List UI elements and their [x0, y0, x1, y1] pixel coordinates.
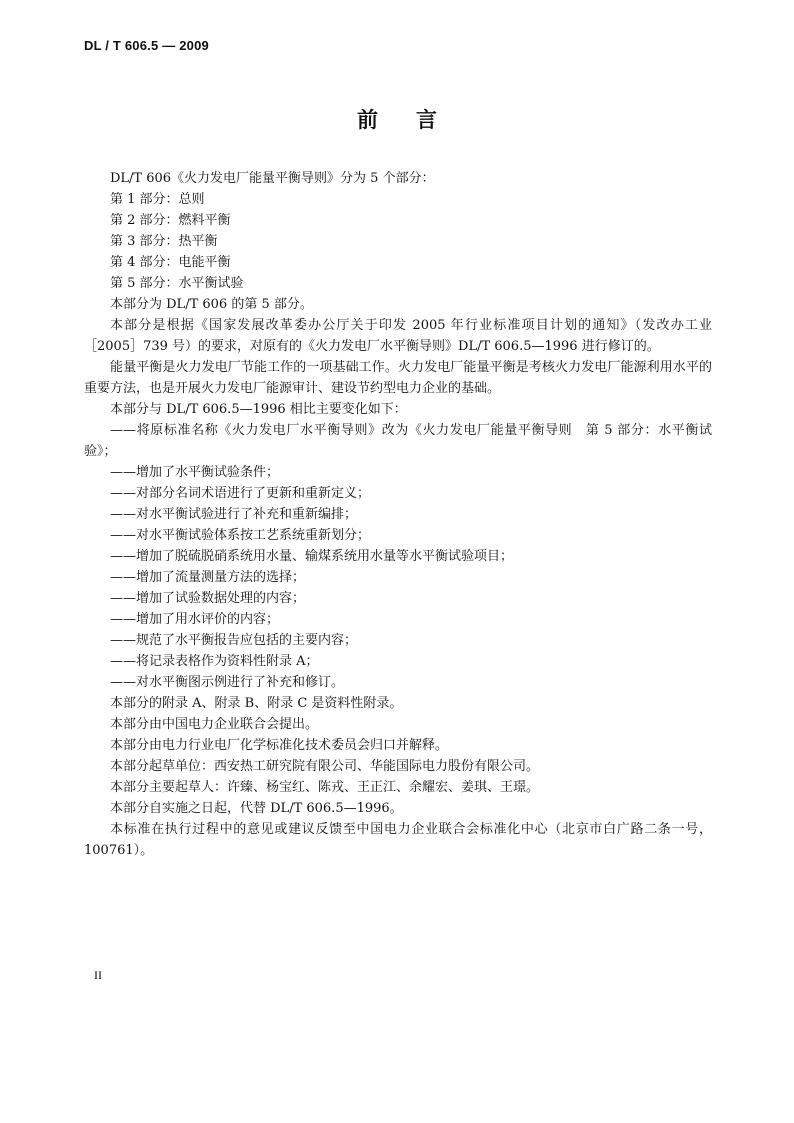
paragraph-part-4: 第 4 部分：电能平衡 [110, 255, 231, 270]
change-item: ——对水平衡试验体系按工艺系统重新划分； [110, 528, 371, 543]
paragraph-part-5: 第 5 部分：水平衡试验 [110, 276, 244, 291]
change-item: ——对水平衡试验进行了补充和重新编排； [110, 507, 358, 522]
paragraph-appendices: 本部分的附录 A、附录 B、附录 C 是资料性附录。 [110, 696, 403, 711]
change-item: ——增加了脱硫脱硝系统用水量、输煤系统用水量等水平衡试验项目； [110, 549, 514, 564]
paragraph-part-3: 第 3 部分：热平衡 [110, 234, 218, 249]
change-item: ——增加了用水评价的内容； [110, 612, 280, 627]
standard-code-header: DL / T 606.5 — 2009 [84, 38, 209, 53]
foreword-body [84, 168, 712, 861]
paragraph-drafting-units: 本部分起草单位：西安热工研究院有限公司、华能国际电力股份有限公司。 [110, 759, 540, 774]
change-item: ——规范了水平衡报告应包括的主要内容； [110, 633, 358, 648]
paragraph-supersedes: 本部分自实施之日起，代替 DL/T 606.5—1996。 [110, 801, 403, 816]
change-item: ——将记录表格作为资料性附录 A； [110, 654, 319, 669]
change-item: ——对部分名词术语进行了更新和重新定义； [110, 486, 371, 501]
paragraph-feedback: 本标准在执行过程中的意见或建议反馈至中国电力企业联合会标准化中心（北京市白广路二条一号，100761）。 [84, 822, 712, 858]
paragraph-administered-by: 本部分由电力行业电厂化学标准化技术委员会归口并解释。 [110, 738, 449, 753]
page-number: II [94, 968, 102, 982]
change-item: ——对水平衡图示例进行了补充和修订。 [110, 675, 345, 690]
page-title: 前言 [357, 108, 475, 132]
paragraph-changes-intro: 本部分与 DL/T 606.5—1996 相比主要变化如下： [110, 402, 407, 417]
paragraph-drafters: 本部分主要起草人：许臻、杨宝红、陈戎、王正江、余耀宏、姜琪、王璟。 [110, 780, 540, 795]
change-item: ——将原标准名称《火力发电厂水平衡导则》改为《火力发电厂能量平衡导则 第 5 部分：水平衡试验》； [84, 423, 712, 459]
paragraph-basis: 本部分是根据《国家发展改革委办公厅关于印发 2005 年行业标准项目计划的通知》（发改办工业［2005］739 号）的要求，对原有的《火力发电厂水平衡导则》DL/T 606.5—1996 进行修订的。 [84, 318, 712, 354]
paragraph-part-2: 第 2 部分：燃料平衡 [110, 213, 231, 228]
paragraph-proposed-by: 本部分由中国电力企业联合会提出。 [110, 717, 319, 732]
paragraph-parts-intro: DL/T 606《火力发电厂能量平衡导则》分为 5 个部分： [110, 171, 435, 186]
paragraph-this-part: 本部分为 DL/T 606 的第 5 部分。 [110, 297, 313, 312]
paragraph-part-1: 第 1 部分：总则 [110, 192, 205, 207]
change-item: ——增加了水平衡试验条件； [110, 465, 280, 480]
paragraph-energy-balance: 能量平衡是火力发电厂节能工作的一项基础工作。火力发电厂能量平衡是考核火力发电厂能源利用水平的重要方法，也是开展火力发电厂能源审计、建设节约型电力企业的基础。 [84, 360, 712, 396]
change-item: ——增加了流量测量方法的选择； [110, 570, 306, 585]
change-item: ——增加了试验数据处理的内容； [110, 591, 306, 606]
